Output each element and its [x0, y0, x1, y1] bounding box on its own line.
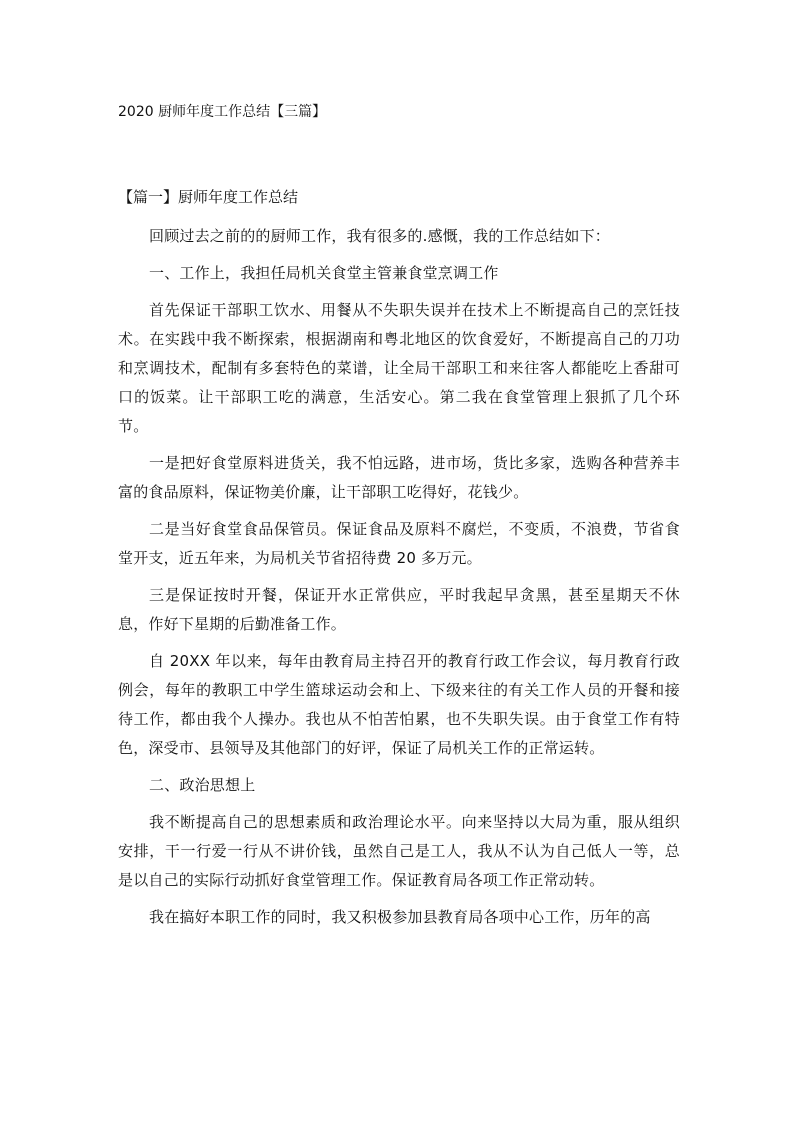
paragraph-purchasing: 一是把好食堂原料进货关，我不怕远路，进市场，货比多家，选购各种营养丰富的食品原料，保证物美价廉，让干部职工吃得好，花钱少。	[118, 454, 680, 501]
paragraph-storage: 二是当好食堂食品保管员。保证食品及原料不腐烂，不变质，不浪费，节省食堂开支，近五年来，为局机关节省招待费 20 多万元。	[118, 520, 680, 567]
paragraph-schedule: 三是保证按时开餐，保证开水正常供应，平时我起早贪黑，甚至星期天不休息，作好下星期的后勤准备工作。	[118, 586, 680, 633]
document-title: 2020 厨师年度工作总结【三篇】	[118, 104, 327, 120]
paragraph-intro: 回顾过去之前的的厨师工作，我有很多的.感慨，我的工作总结如下：	[149, 227, 610, 245]
paragraph-skills: 首先保证干部职工饮水、用餐从不失职失误并在技术上不断提高自己的烹饪技术。在实践中我不断探索，根据湖南和粤北地区的饮食爱好，不断提高自己的刀功和烹调技术，配制有多套特色的菜谱，让全局干部职工和来往客人都能吃上香甜可口的饭菜。让干部职工吃的满意，生活安心。第二我在食堂管理上狠抓了几个环节。	[118, 301, 680, 435]
paragraph-extra-work: 我在搞好本职工作的同时，我又积极参加县教育局各项中心工作，历年的高	[149, 908, 651, 926]
paragraph-politics: 我不断提高自己的思想素质和政治理论水平。向来坚持以大局为重，服从组织安排，干一行爱一行从不讲价钱，虽然自己是工人，我从不认为自己低人一等，总是以自己的实际行动抓好食堂管理工作。保证教育局各项工作正常动转。	[118, 813, 680, 889]
paragraph-events: 自 20XX 年以来，每年由教育局主持召开的教育行政工作会议，每月教育行政例会，每年的教职工中学生篮球运动会和上、下级来往的有关工作人员的开餐和接待工作，都由我个人操办。我也从不怕苦怕累，也不失职失误。由于食堂工作有特色，深受市、县领导及其他部门的好评，保证了局机关工作的正常运转。	[118, 652, 680, 757]
document-body	[118, 222, 680, 940]
paragraph-heading-work: 一、工作上，我担任局机关食堂主管兼食堂烹调工作	[149, 264, 499, 282]
section-heading: 【篇一】厨师年度工作总结	[118, 188, 299, 206]
paragraph-heading-politics: 二、政治思想上	[149, 776, 256, 794]
